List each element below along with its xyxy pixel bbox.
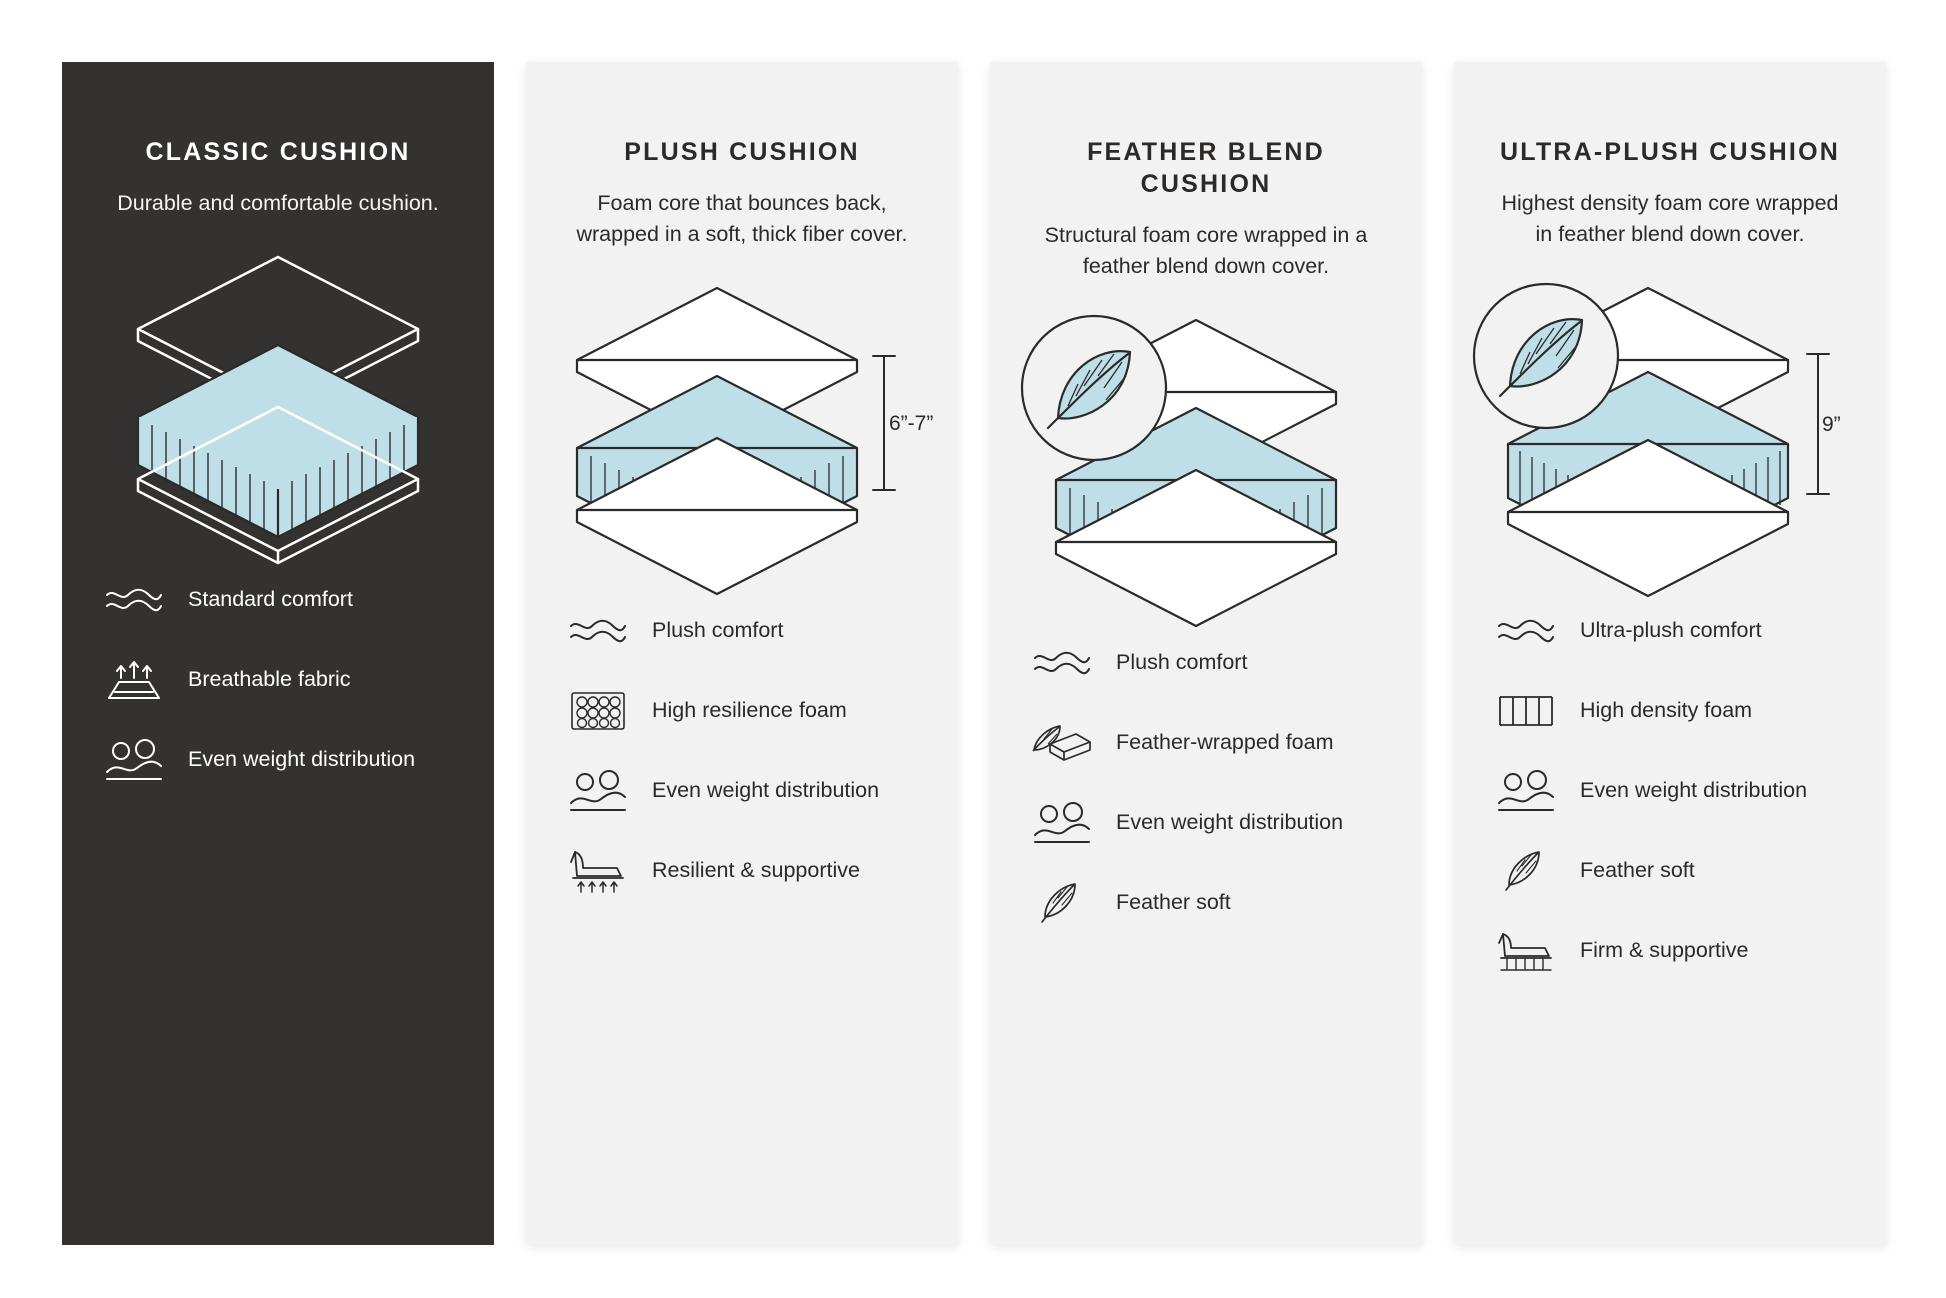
wave-icon	[102, 573, 166, 627]
list-item	[1030, 716, 1382, 770]
feather-icon	[1030, 876, 1094, 930]
cushion-diagram-ultra-plush	[1454, 268, 1886, 598]
card-ultra-plush-cushion[interactable]	[1454, 62, 1886, 1245]
feature-label: Feather soft	[1580, 858, 1695, 883]
list-item	[102, 573, 454, 627]
weight-distribution-icon	[102, 733, 166, 787]
feature-label: Even weight distribution	[1580, 778, 1808, 803]
feather-icon	[1494, 844, 1558, 898]
feature-label: Even weight distribution	[188, 747, 416, 772]
list-item	[1494, 924, 1846, 978]
card-description: Foam core that bounces back, wrapped in a soft, thick fiber cover.	[576, 191, 908, 247]
cushion-diagram-classic	[62, 237, 494, 567]
weight-distribution-icon	[566, 764, 630, 818]
card-description: Structural foam core wrapped in a feather blend down cover.	[1044, 223, 1368, 279]
list-item	[566, 684, 918, 738]
supportive-seat-icon	[566, 844, 630, 898]
breathable-fabric-icon	[102, 653, 166, 707]
feature-label: High resilience foam	[652, 698, 847, 723]
feature-label: Breathable fabric	[188, 667, 351, 692]
wave-icon	[1494, 604, 1558, 658]
features-list-ultra-plush	[1454, 604, 1886, 978]
list-item	[566, 764, 918, 818]
feature-label: Standard comfort	[188, 587, 353, 612]
list-item	[1030, 636, 1382, 690]
features-list-classic	[62, 573, 494, 787]
features-list-feather-blend	[990, 636, 1422, 930]
weight-distribution-icon	[1030, 796, 1094, 850]
feature-label: Even weight distribution	[1116, 810, 1344, 835]
wave-icon	[566, 604, 630, 658]
page-title: FEATHER BLEND CUSHION	[1087, 138, 1325, 198]
page-title: CLASSIC CUSHION	[145, 138, 411, 166]
cushion-diagram-feather-blend	[990, 300, 1422, 630]
list-item	[1030, 796, 1382, 850]
feature-label: High density foam	[1580, 698, 1753, 723]
density-foam-icon	[1494, 684, 1558, 738]
list-item	[102, 733, 454, 787]
feature-label: Feather-wrapped foam	[1116, 730, 1334, 755]
feature-label: Plush comfort	[1116, 650, 1248, 675]
feature-label: Feather soft	[1116, 890, 1231, 915]
card-plush-cushion[interactable]	[526, 62, 958, 1245]
list-item	[1494, 844, 1846, 898]
cushion-diagram-plush	[526, 268, 958, 598]
page-title: PLUSH CUSHION	[624, 138, 860, 166]
honeycomb-foam-icon	[566, 684, 630, 738]
features-list-plush	[526, 604, 958, 898]
wave-icon	[1030, 636, 1094, 690]
feature-label: Plush comfort	[652, 618, 784, 643]
page-title: ULTRA-PLUSH CUSHION	[1500, 138, 1840, 166]
list-item	[566, 844, 918, 898]
dimension-label: 9”	[1822, 413, 1841, 437]
list-item	[566, 604, 918, 658]
list-item	[1494, 684, 1846, 738]
feature-label: Resilient & supportive	[652, 858, 860, 883]
list-item	[1030, 876, 1382, 930]
feather-badge	[1474, 284, 1618, 428]
list-item	[1494, 604, 1846, 658]
feather-badge	[1022, 316, 1166, 460]
feature-label: Ultra-plush comfort	[1580, 618, 1762, 643]
card-description: Highest density foam core wrapped in feather blend down cover.	[1501, 191, 1839, 247]
list-item	[102, 653, 454, 707]
card-feather-blend-cushion[interactable]	[990, 62, 1422, 1245]
weight-distribution-icon	[1494, 764, 1558, 818]
card-classic-cushion[interactable]	[62, 62, 494, 1245]
list-item	[1494, 764, 1846, 818]
feature-label: Even weight distribution	[652, 778, 880, 803]
dimension-label: 6”-7”	[889, 412, 934, 436]
card-description: Durable and comfortable cushion.	[117, 191, 439, 215]
supportive-seat-icon	[1494, 924, 1558, 978]
feather-wrapped-foam-icon	[1030, 716, 1094, 770]
feature-label: Firm & supportive	[1580, 938, 1749, 963]
